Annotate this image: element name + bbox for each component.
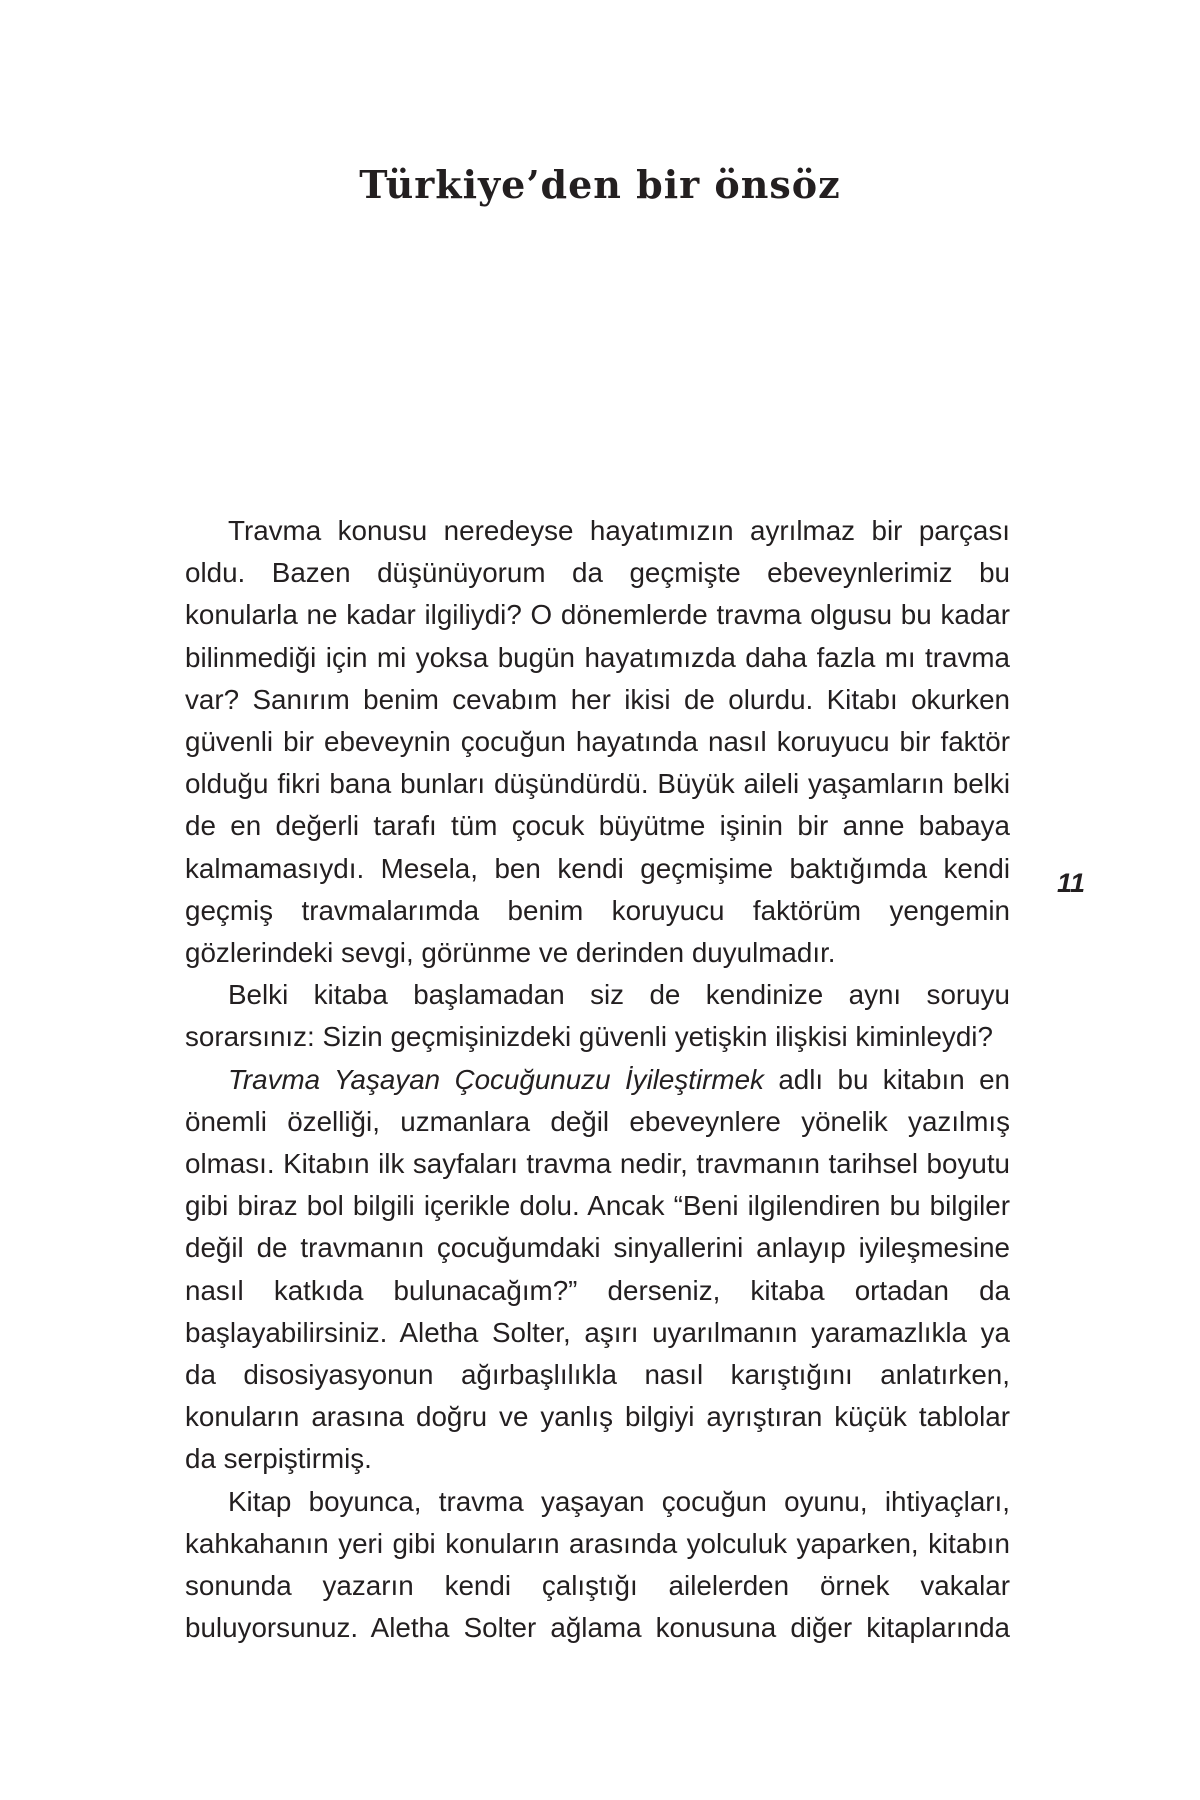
paragraph-3	[185, 1059, 1010, 1481]
page-title: Türkiye’den bir önsöz	[359, 162, 841, 207]
body-text	[185, 510, 1010, 1649]
paragraph-3-text: adlı bu kitabın en önemli özelliği, uzmanlara değil ebeveynlere yönelik yazılmış olması. Kitabın ilk sayfaları travma nedir, travmanın tarihsel boyutu gibi biraz bol bilgili içerikle dolu. Ancak “Beni ilgilendiren bu bilgiler değil de travmanın çocuğumdaki sinyallerini anlayıp iyileşmesine nasıl katkıda bulunacağım?” derseniz, kitaba ortadan da başlayabilirsiniz. Aletha Solter, aşırı uyarılmanın yaramazlıkla ya da disosiyasyonun ağırbaşlılıkla nasıl karıştığını anlatırken, konuların arasına doğru ve yanlış bilgiyi ayrıştıran küçük tablolar da serpiştirmiş.	[185, 1063, 1010, 1475]
paragraph-2: Belki kitaba başlamadan siz de kendinize aynı soruyu sorarsınız: Sizin geçmişinizdeki güvenli yetişkin ilişkisi kiminleydi?	[185, 979, 1010, 1053]
page-number: 11	[1057, 868, 1086, 898]
paragraph-1: Travma konusu neredeyse hayatımızın ayrılmaz bir parçası oldu. Bazen düşünüyorum da geçmişte ebeveynlerimiz bu konularla ne kadar ilgiliydi? O dönemlerde travma olgusu bu kadar bilinmediği için mi yoksa bugün hayatımızda daha fazla mı travma var? Sanırım benim cevabım her ikisi de olurdu. Kitabı okurken güvenli bir ebeveynin çocuğun hayatında nasıl koruyucu bir faktör olduğu fikri bana bunları düşündürdü. Büyük aileli yaşamların belki de en değerli tarafı tüm çocuk büyütme işinin bir anne babaya kalmamasıydı. Mesela, ben kendi geçmişime baktığımda kendi geçmiş travmalarımda benim koruyucu faktörüm yengemin gözlerindeki sevgi, görünme ve derinden duyulmadır.	[185, 515, 1010, 969]
book-title-italic: Travma Yaşayan Çocuğunuzu İyileştirmek	[228, 1063, 764, 1095]
paragraph-4: Kitap boyunca, travma yaşayan çocuğun oyunu, ihtiyaçları, kahkahanın yeri gibi konuların arasında yolculuk yaparken, kitabın sonunda yazarın kendi çalıştığı ailelerden örnek vakalar buluyorsunuz. Aletha Solter ağlama konusuna diğer kitaplarında	[185, 1485, 1010, 1644]
